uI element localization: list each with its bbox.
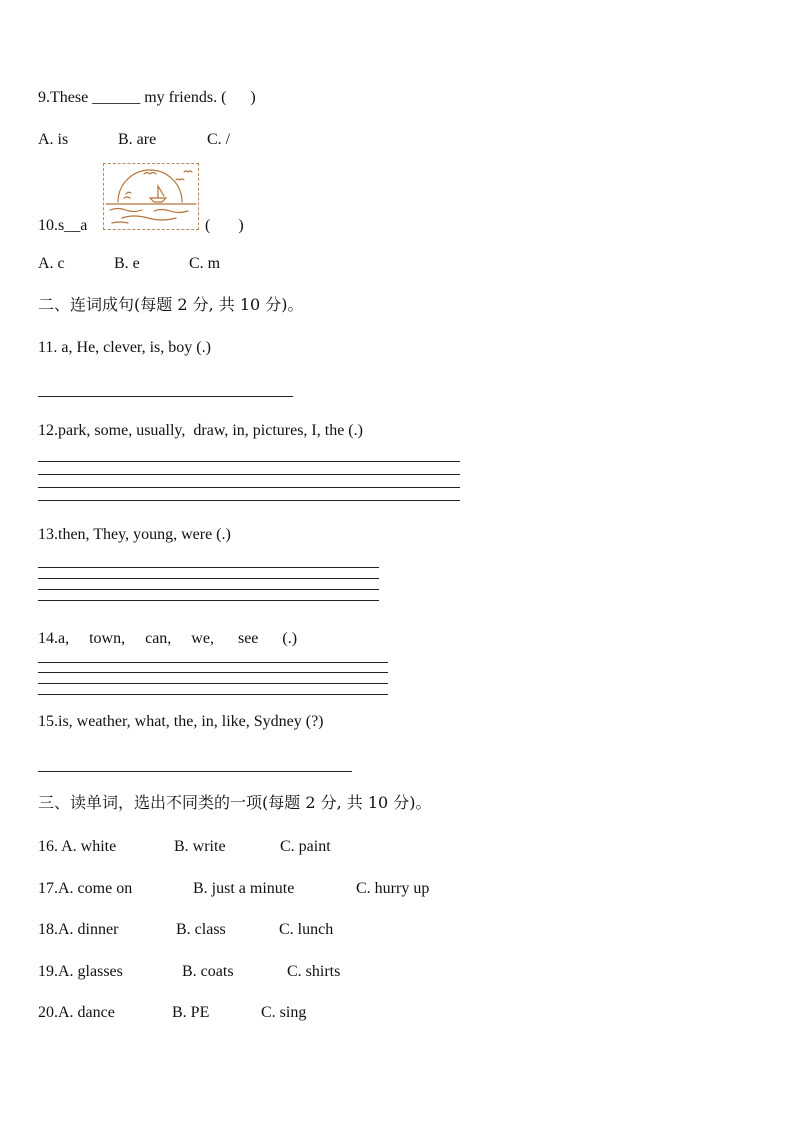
q14-prompt: 14.a, town, can, we, see (.) <box>38 630 298 647</box>
q18-option-a: 18.A. dinner <box>38 921 119 938</box>
q12-writing-line <box>38 500 460 501</box>
q11-prompt: 11. a, He, clever, is, boy (.) <box>38 339 211 356</box>
q10-option-b: B. e <box>114 255 140 272</box>
sea-sunset-picture <box>103 163 199 230</box>
q9-option-b: B. are <box>118 131 157 148</box>
q12-prompt: 12.park, some, usually, draw, in, pictures, I, the (.) <box>38 422 363 439</box>
q16-option-a: 16. A. white <box>38 838 117 855</box>
q14-writing-line <box>38 672 388 673</box>
q17-option-a: 17.A. come on <box>38 880 133 897</box>
q18-option-b: B. class <box>176 921 226 938</box>
q20-option-c: C. sing <box>261 1004 307 1021</box>
q12-writing-line[interactable] <box>38 461 460 462</box>
q9-option-a: A. is <box>38 131 69 148</box>
section3-heading: 三、读单词，选出不同类的一项(每题 2 分, 共 10 分)。 <box>38 793 432 812</box>
q11-answer-line[interactable] <box>38 396 293 397</box>
q19-option-a: 19.A. glasses <box>38 963 123 980</box>
q16-option-b: B. write <box>174 838 226 855</box>
q10-option-a: A. c <box>38 255 65 272</box>
q10-option-c: C. m <box>189 255 221 272</box>
q16-option-c: C. paint <box>280 838 331 855</box>
q12-writing-line <box>38 474 460 475</box>
q20-option-a: 20.A. dance <box>38 1004 115 1021</box>
q13-writing-line[interactable] <box>38 567 379 568</box>
q9-option-c: C. / <box>207 131 231 148</box>
q18-option-c: C. lunch <box>279 921 334 938</box>
q14-writing-line <box>38 683 388 684</box>
q9-stem: 9.These ______ my friends. ( ) <box>38 89 256 106</box>
q12-writing-line <box>38 487 460 488</box>
section2-heading: 二、连词成句(每题 2 分, 共 10 分)。 <box>38 295 304 314</box>
q10-answer-paren: ( ) <box>205 217 244 234</box>
q20-option-b: B. PE <box>172 1004 210 1021</box>
q10-stem: 10.s__a <box>38 217 88 234</box>
q14-writing-line[interactable] <box>38 662 388 663</box>
q19-option-b: B. coats <box>182 963 234 980</box>
q14-writing-line <box>38 694 388 695</box>
q13-writing-line <box>38 578 379 579</box>
q17-option-b: B. just a minute <box>193 880 295 897</box>
q15-answer-line[interactable] <box>38 771 352 772</box>
q13-prompt: 13.then, They, young, were (.) <box>38 526 231 543</box>
q17-option-c: C. hurry up <box>356 880 430 897</box>
q13-writing-line <box>38 600 379 601</box>
q19-option-c: C. shirts <box>287 963 341 980</box>
q13-writing-line <box>38 589 379 590</box>
q15-prompt: 15.is, weather, what, the, in, like, Sydney (?) <box>38 713 324 730</box>
